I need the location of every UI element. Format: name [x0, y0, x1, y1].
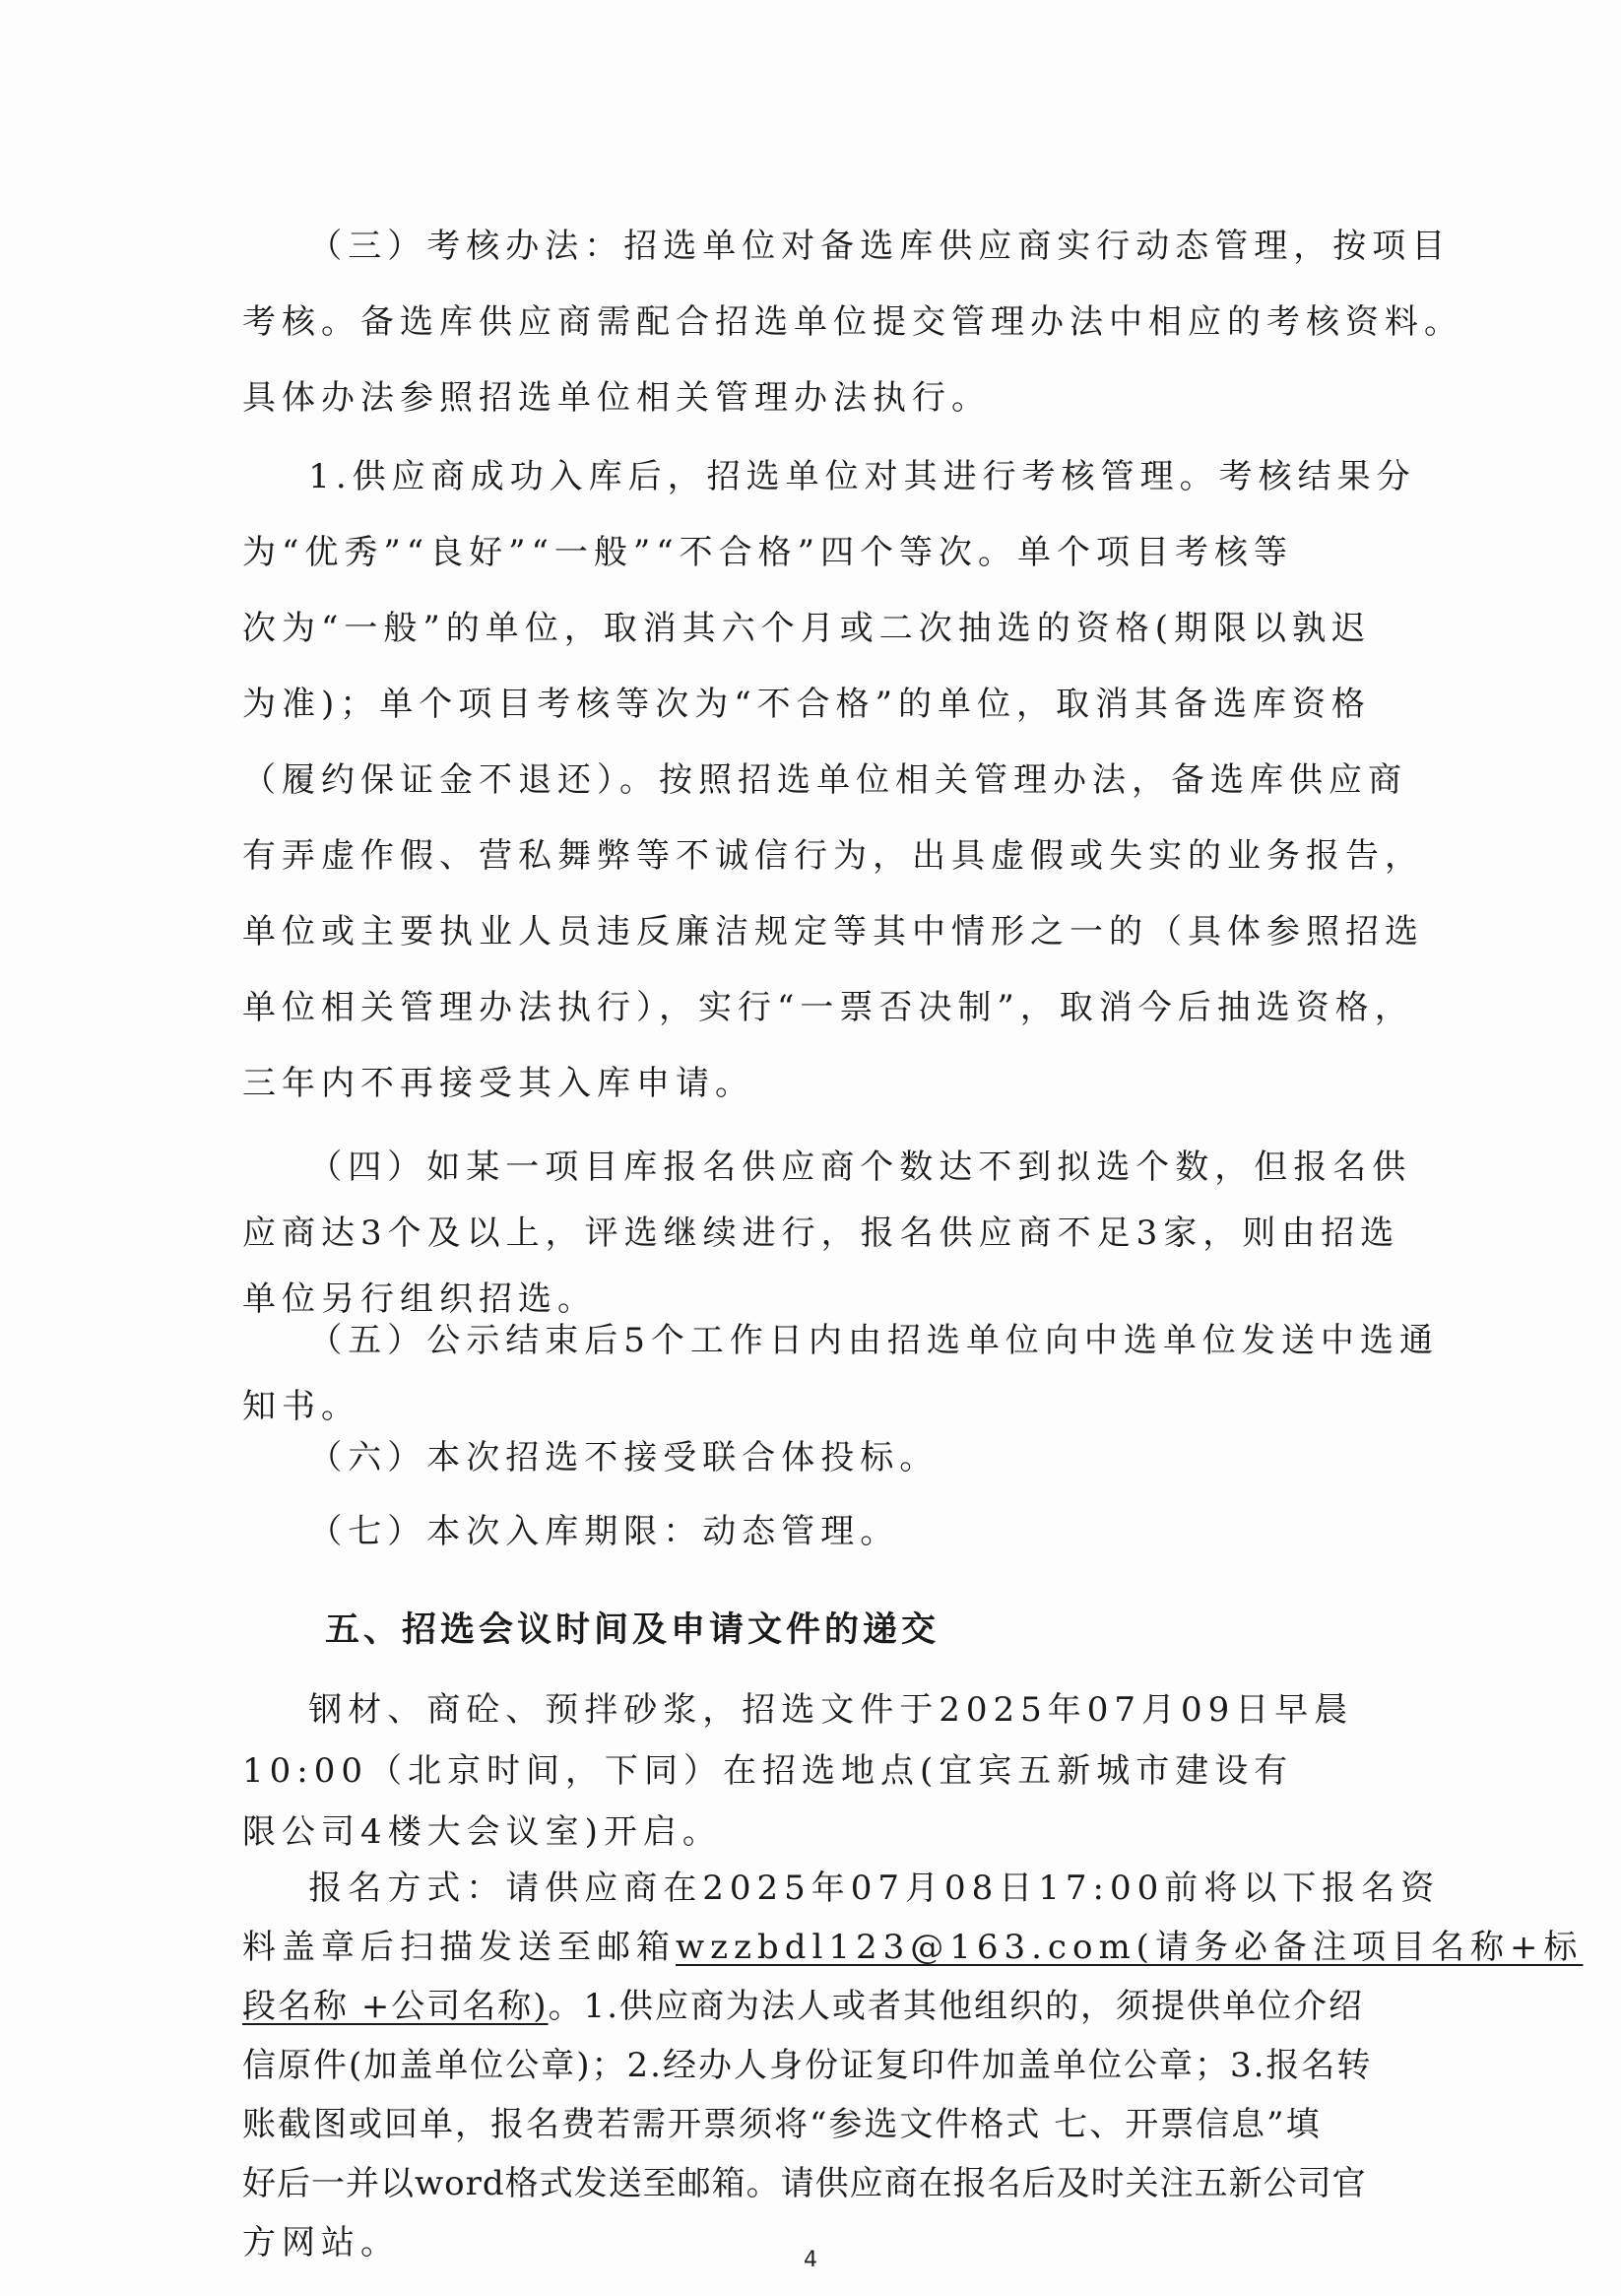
section-5-paragraph	[242, 1308, 1463, 1440]
email-note: 段名称 +公司名称)	[242, 1987, 549, 2026]
text-line: 次为“一般”的单位，取消其六个月或二次抽选的资格(期限以孰迟	[242, 609, 1372, 648]
meeting-paragraph	[242, 1679, 1463, 1863]
section-3-paragraph	[242, 209, 1463, 436]
text-line: 钢材、商砼、预拌砂浆，招选文件于2025年07月09日早晨	[242, 1690, 1354, 1730]
text-line	[242, 1977, 1463, 2036]
text-line: （四）如某一项目库报名供应商个数达不到拟选个数，但报名供	[242, 1148, 1412, 1187]
text-line: 10:00（北京时间，下同）在招选地点(宜宾五新城市建设有	[242, 1751, 1294, 1791]
text-line: （七）本次入库期限：动态管理。	[242, 1512, 900, 1551]
section-6-paragraph	[242, 1426, 1463, 1489]
section-heading: 五、招选会议时间及申请文件的递交	[325, 1610, 940, 1650]
text-line: 单位或主要执业人员违反廉洁规定等其中情形之一的（具体参照招选	[242, 912, 1424, 951]
text-line: 账截图或回单，报名费若需开票须将“参选文件格式 七、开票信息”填	[242, 2105, 1322, 2144]
text-line: （履约保证金不退还）。按照招选单位相关管理办法，备选库供应商	[242, 760, 1407, 800]
text-line: 具体办法参照招选单位相关管理办法执行。	[242, 378, 991, 418]
section-7-paragraph	[242, 1500, 1463, 1563]
text-line: （六）本次招选不接受联合体投标。	[242, 1438, 940, 1477]
text-line: 报名方式：请供应商在2025年07月08日17:00前将以下报名资	[242, 1869, 1441, 1908]
email-link[interactable]: wzzbdl123@163.com(请务必备注项目名称+标	[676, 1928, 1584, 1967]
text-line: 单位另行组织招选。	[242, 1279, 597, 1319]
text-line: 应商达3个及以上，评选继续进行，报名供应商不足3家，则由招选	[242, 1214, 1400, 1253]
text-line: 好后一并以word格式发送至邮箱。请供应商在报名后及时关注五新公司官	[242, 2164, 1367, 2203]
text-line: 信原件(加盖单位公章)；2.经办人身份证复印件加盖单位公章；3.报名转	[242, 2046, 1373, 2085]
registration-paragraph	[242, 1859, 1584, 2272]
text-line: 为“优秀”“良好”“一般”“不合格”四个等次。单个项目考核等	[242, 533, 1294, 572]
text-line: 限公司4楼大会议室)开启。	[242, 1812, 722, 1852]
section-4-paragraph	[242, 1135, 1463, 1333]
registration-text: 料盖章后扫描发送至邮箱	[242, 1928, 676, 1967]
text-line: 为准)；单个项目考核等次为“不合格”的单位，取消其备选库资格	[242, 685, 1372, 724]
text-line: 有弄虚作假、营私舞弊等不诚信行为，出具虚假或失实的业务报告，	[242, 836, 1424, 876]
text-line	[242, 1918, 1584, 1977]
text-line: （三）考核办法：招选单位对备选库供应商实行动态管理，按项目	[242, 227, 1452, 266]
text-line: 方网站。	[242, 2223, 400, 2263]
text-line: （五）公示结束后5个工作日内由招选单位向中选单位发送中选通	[242, 1321, 1439, 1360]
text-line: 考核。备选库供应商需配合招选单位提交管理办法中相应的考核资料。	[242, 302, 1463, 342]
text-line: 知书。	[242, 1387, 360, 1426]
text-line: 三年内不再接受其入库申请。	[242, 1064, 754, 1103]
item-1-paragraph	[242, 439, 1463, 1122]
page-number: 4	[804, 2248, 817, 2272]
registration-text: 。1.供应商为法人或者其他组织的，须提供单位介绍	[548, 1987, 1365, 2026]
text-line: 单位相关管理办法执行），实行“一票否决制”，取消今后抽选资格，	[242, 988, 1414, 1027]
text-line: 1.供应商成功入库后，招选单位对其进行考核管理。考核结果分	[242, 457, 1416, 496]
